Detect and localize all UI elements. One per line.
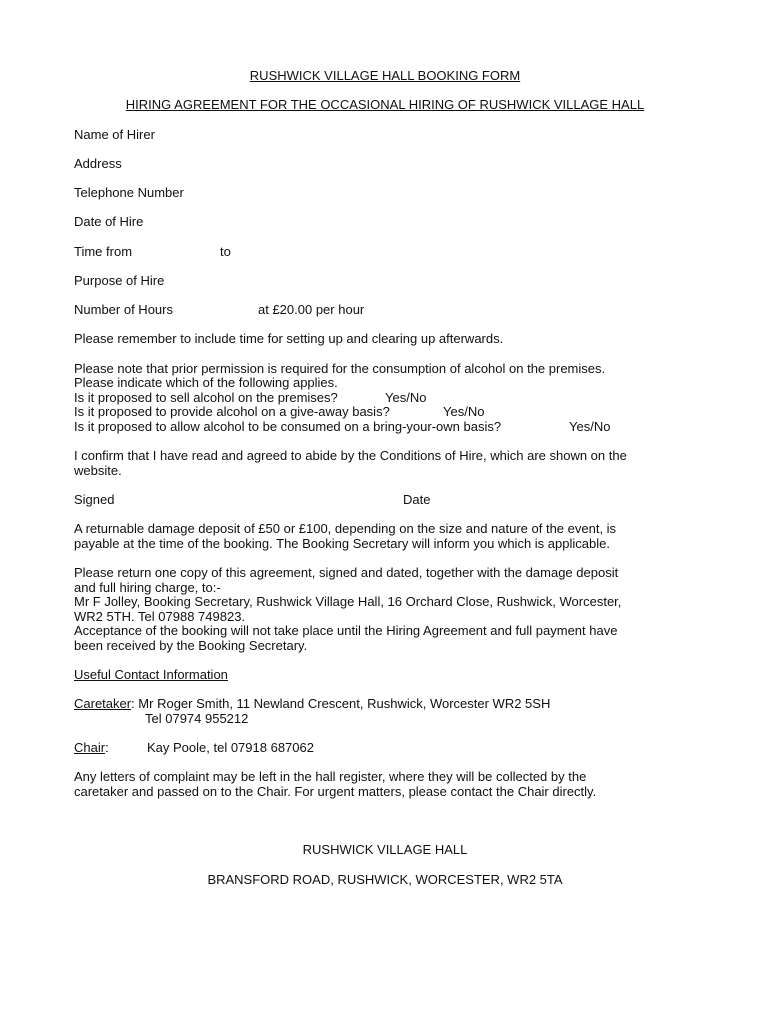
field-rate-label: at £20.00 per hour [258,302,365,317]
field-date-label: Date of Hire [74,214,144,229]
alcohol-question-byob: Is it proposed to allow alcohol to be consumed on a bring-your-own basis? [74,419,502,434]
alcohol-answer-giveaway: Yes/No [443,404,485,419]
field-address-label: Address [74,156,122,171]
signed-label: Signed [74,492,115,507]
caretaker-phone: Tel 07974 955212 [145,711,249,726]
footer-hall-address: BRANSFORD ROAD, RUSHWICK, WORCESTER, WR2 5TA [207,872,563,887]
field-telephone-label: Telephone Number [74,185,184,200]
field-hours-label: Number of Hours [74,302,173,317]
return-line6: been received by the Booking Secretary. [74,638,308,653]
return-line3: Mr F Jolley, Booking Secretary, Rushwick Village Hall, 16 Orchard Close, Rushwick, Worcester, [74,594,622,609]
caretaker-label: Caretaker [74,696,132,711]
deposit-line1: A returnable damage deposit of £50 or £100, depending on the size and nature of the event, is [74,521,617,536]
signed-date-label: Date [403,492,431,507]
chair-value: Kay Poole, tel 07918 687062 [147,740,314,755]
alcohol-note-line2: Please indicate which of the following applies. [74,375,338,390]
complaints-line1: Any letters of complaint may be left in the hall register, where they will be collected by the [74,769,587,784]
field-time-to-label: to [220,244,231,259]
return-line1: Please return one copy of this agreement, signed and dated, together with the damage deposit [74,565,619,580]
deposit-line2: payable at the time of the booking. The Booking Secretary will inform you which is applicable. [74,536,610,551]
alcohol-question-sell: Is it proposed to sell alcohol on the premises? [74,390,338,405]
return-line5: Acceptance of the booking will not take place until the Hiring Agreement and full payment have [74,623,618,638]
field-purpose-label: Purpose of Hire [74,273,165,288]
confirm-line2: website. [74,463,122,478]
chair-colon: : [105,740,109,755]
caretaker-address: : Mr Roger Smith, 11 Newland Crescent, Rushwick, Worcester WR2 5SH [131,696,551,711]
alcohol-answer-byob: Yes/No [569,419,611,434]
alcohol-note-line1: Please note that prior permission is required for the consumption of alcohol on the premises. [74,361,606,376]
footer-hall-name: RUSHWICK VILLAGE HALL [302,842,468,857]
field-name-label: Name of Hirer [74,127,155,142]
confirm-line1: I confirm that I have read and agreed to abide by the Conditions of Hire, which are shown on the [74,448,627,463]
form-title: RUSHWICK VILLAGE HALL BOOKING FORM [249,68,521,83]
form-subtitle: HIRING AGREEMENT FOR THE OCCASIONAL HIRING OF RUSHWICK VILLAGE HALL [125,97,645,112]
chair-row [74,741,109,756]
alcohol-answer-sell: Yes/No [385,390,427,405]
contacts-heading: Useful Contact Information [74,667,228,682]
chair-label: Chair [74,740,106,755]
setup-reminder: Please remember to include time for setting up and clearing up afterwards. [74,331,504,346]
caretaker-row [74,697,550,712]
field-time-from-label: Time from [74,244,133,259]
complaints-line2: caretaker and passed on to the Chair. For urgent matters, please contact the Chair directly. [74,784,597,799]
return-line2: and full hiring charge, to:- [74,580,221,595]
alcohol-question-giveaway: Is it proposed to provide alcohol on a give-away basis? [74,404,390,419]
return-line4: WR2 5TH. Tel 07988 749823. [74,609,246,624]
